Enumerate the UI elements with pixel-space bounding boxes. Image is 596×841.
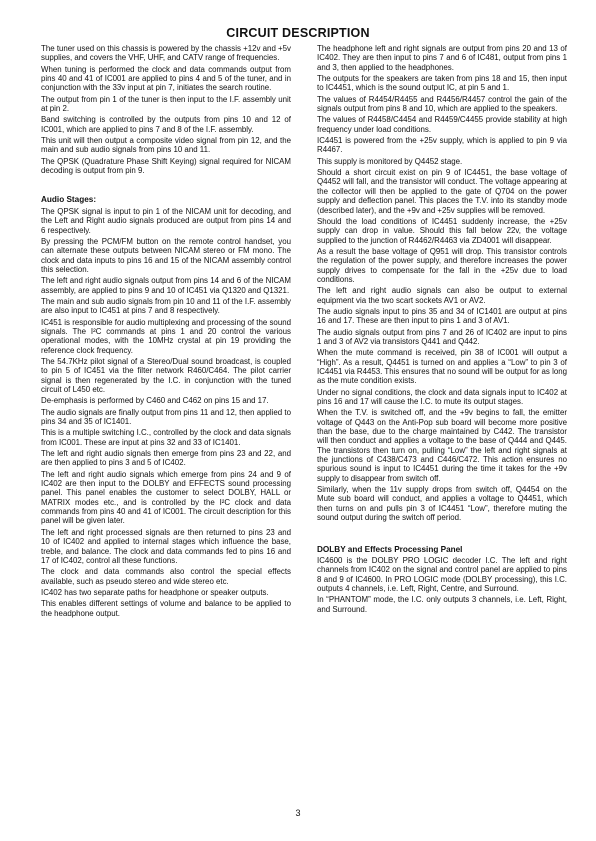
paragraph: By pressing the PCM/FM button on the remote control handset, you can alternate these outputs between NICAM stereo or FM mono. The clock and data inputs to pins 16 and 15 of the NICAM assembly control this selection. xyxy=(41,236,291,274)
page-number: 3 xyxy=(295,808,301,818)
paragraph: The left and right audio signals can also be output to external equipment via the two scart sockets AV1 or AV2. xyxy=(317,286,567,305)
paragraph: The QPSK signal is input to pin 1 of the NICAM unit for decoding, and the Left and Right audio signals produced are output from pins 14 and 6 respectively. xyxy=(41,206,291,235)
spacer xyxy=(41,177,291,195)
page-title: CIRCUIT DESCRIPTION xyxy=(226,26,370,40)
paragraph: The left and right audio signals output from pins 14 and 6 of the NICAM assembly, are applied to pins 9 and 10 of IC451 via Q1320 and Q1321. xyxy=(41,276,291,295)
paragraph: De-emphasis is performed by C460 and C462 on pins 15 and 17. xyxy=(41,396,269,406)
paragraph: Should the load conditions of IC4451 suddenly increase, the +25v supply can drop in value. Should this fall below 22v, the voltage supplied to the junction of R4462/R4463 via ZD4001 will disappear. xyxy=(317,216,567,245)
paragraph: IC402 has two separate paths for headphone or speaker outputs. xyxy=(41,587,269,597)
paragraph: The left and right audio signals which emerge from pins 24 and 9 of IC402 are then input to the DOLBY and EFFECTS sound processing panel. This panel enables the customer to select DOLBY, HALL or MATRIX modes etc., and is controlled by the I²C clock and data commands from pins 40 and 41 of IC001. The circuit description for this panel will be given later. xyxy=(41,469,291,526)
paragraph: When tuning is performed the clock and data commands output from pins 40 and 41 of IC001 are applied to pins 4 and 5 of the tuner, and in conjunction with the 33v input at pin 7, initiates the search routine. xyxy=(41,64,291,93)
section-heading-audio-stages: Audio Stages: xyxy=(41,195,97,205)
paragraph: Should a short circuit exist on pin 9 of IC4451, the base voltage of Q4452 will fall, and the transistor will conduct. The voltage appearing at the collector will then be applied to the gate of Q704 on the power supply and deflection panel. This places the T.V. into its standby mode (described later), and the +9v and +25v supplies will be removed. xyxy=(317,168,567,215)
paragraph: This unit will then output a composite video signal from pin 12, and the main and sub audio signals from pins 10 and 11. xyxy=(41,136,291,155)
paragraph: Similarly, when the 11v supply drops from switch off, Q4454 on the Mute sub board will conduct, and applies a voltage to Q4451, which then turns on and pulls pin 3 of IC4451 “Low”, therefore muting the sound output during the switch off period. xyxy=(317,485,567,523)
paragraph: This supply is monitored by Q4452 stage. xyxy=(317,156,463,166)
paragraph: The left and right processed signals are then returned to pins 23 and 10 of IC402 and applied to internal stages which influence the base, treble, and balance. The clock and data commands fed to pins 16 and 17 of IC402, control all these functions. xyxy=(41,527,291,565)
paragraph: The audio signals input to pins 35 and 34 of IC1401 are output at pins 16 and 17. These are then input to pins 1 and 3 of AV1. xyxy=(317,306,567,326)
left-column xyxy=(41,44,291,620)
paragraph: The main and sub audio signals from pin 10 and 11 of the I.F. assembly are also input to IC451 at pins 7 and 8 respectively. xyxy=(41,296,291,316)
paragraph: The values of R4454/R4455 and R4456/R4457 control the gain of the signals output from pins 8 and 10, which are applied to the speakers. xyxy=(317,94,567,114)
right-column xyxy=(317,44,567,616)
paragraph: This is a multiple switching I.C., controlled by the clock and data signals from IC001. These are input at pins 32 and 33 of IC1401. xyxy=(41,428,291,447)
paragraph: IC451 is responsible for audio multiplexing and processing of the sound signals. The I²C commands at pins 1 and 20 control the various operational modes, with the 10MHz crystal at pin 19 providing the reference clock frequency. xyxy=(41,317,291,355)
paragraph: The clock and data commands also control the special effects available, such as pseudo stereo and wide stereo etc. xyxy=(41,567,291,586)
paragraph: The output from pin 1 of the tuner is then input to the I.F. assembly unit at pin 2. xyxy=(41,94,291,114)
paragraph: The outputs for the speakers are taken from pins 18 and 15, then input to IC4451, which is the sound output IC, at pin 5 and 1. xyxy=(317,74,567,93)
paragraph: The QPSK (Quadrature Phase Shift Keying) signal required for NICAM decoding is output from pin 9. xyxy=(41,156,291,176)
paragraph: This enables different settings of volume and balance to be applied to the headphone output. xyxy=(41,599,291,618)
paragraph: The tuner used on this chassis is powered by the chassis +12v and +5v supplies, and covers the VHF, UHF, and CATV range of frequencies. xyxy=(41,44,291,63)
paragraph: The 54.7KHz pilot signal of a Stereo/Dual sound broadcast, is coupled to pin 5 of IC451 via the filter network R460/C464. The pilot carrier signal is then regenerated by the I.C. in conjunction with the tuned circuit of L450 etc. xyxy=(41,356,291,394)
paragraph: When the mute command is received, pin 38 of IC001 will output a “High”. As a result, Q4451 is turned on and applies a “Low” to pin 3 of IC4451 via R4453. This ensures that no sound will be output for as long as the mute condition exists. xyxy=(317,348,567,386)
paragraph: The values of R4458/C4454 and R4459/C4455 provide stability at high frequency under load conditions. xyxy=(317,115,567,134)
paragraph: The audio signals output from pins 7 and 26 of IC402 are input to pins 1 and 3 of AV2 via transistors Q441 and Q442. xyxy=(317,327,567,346)
paragraph: The left and right audio signals then emerge from pins 23 and 22, and are then applied to pins 3 and 5 of IC402. xyxy=(41,449,291,468)
paragraph: Band switching is controlled by the outputs from pins 10 and 12 of IC001, which are applied to pins 7 and 8 of the I.F. assembly. xyxy=(41,115,291,134)
paragraph: IC4451 is powered from the +25v supply, which is applied to pin 9 via R4467. xyxy=(317,136,567,155)
section-heading-dolby: DOLBY and Effects Processing Panel xyxy=(317,544,463,554)
paragraph: The headphone left and right signals are output from pins 20 and 13 of IC402. They are then input to pins 7 and 6 of IC481, output from pins 1 and 3, then applied to the headphones. xyxy=(317,44,567,72)
paragraph: When the T.V. is switched off, and the +9v begins to fall, the emitter voltage of Q443 on the Anti-Pop sub board will become more positive than the base, due to the charge maintained by C442. The transistor will then conduct and applies a voltage to the base of Q444 and Q445. The transistors then turn on, pulling “Low” the left and right signals at the junctions of C438/C473 and C446/C472. This action ensures no spurious sound is input to IC4451 during the time it takes for the +9v supply to disappear from switch off. xyxy=(317,408,567,483)
paragraph: Under no signal conditions, the clock and data signals input to IC402 at pins 16 and 17 will cause the I.C. to mute its output stages. xyxy=(317,387,567,407)
paragraph: In “PHANTOM” mode, the I.C. only outputs 3 channels, i.e. Left, Right, and Surround. xyxy=(317,595,567,614)
paragraph: As a result the base voltage of Q951 will drop. This transistor controls the regulation of the power supply, and therefore increases the power supply drives to compensate for the fall in the +25v due to load conditions. xyxy=(317,246,567,284)
spacer xyxy=(317,525,567,545)
paragraph: IC4600 is the DOLBY PRO LOGIC decoder I.C. The left and right channels from IC402 on the signal and control panel are applied to pins 8 and 9 of IC4600. In PRO LOGIC mode (DOLBY processing), this I.C. outputs 4 channels, i.e. Left, Right, Centre, and Surround. xyxy=(317,555,567,593)
paragraph: The audio signals are finally output from pins 11 and 12, then applied to pins 34 and 35 of IC1401. xyxy=(41,407,291,427)
